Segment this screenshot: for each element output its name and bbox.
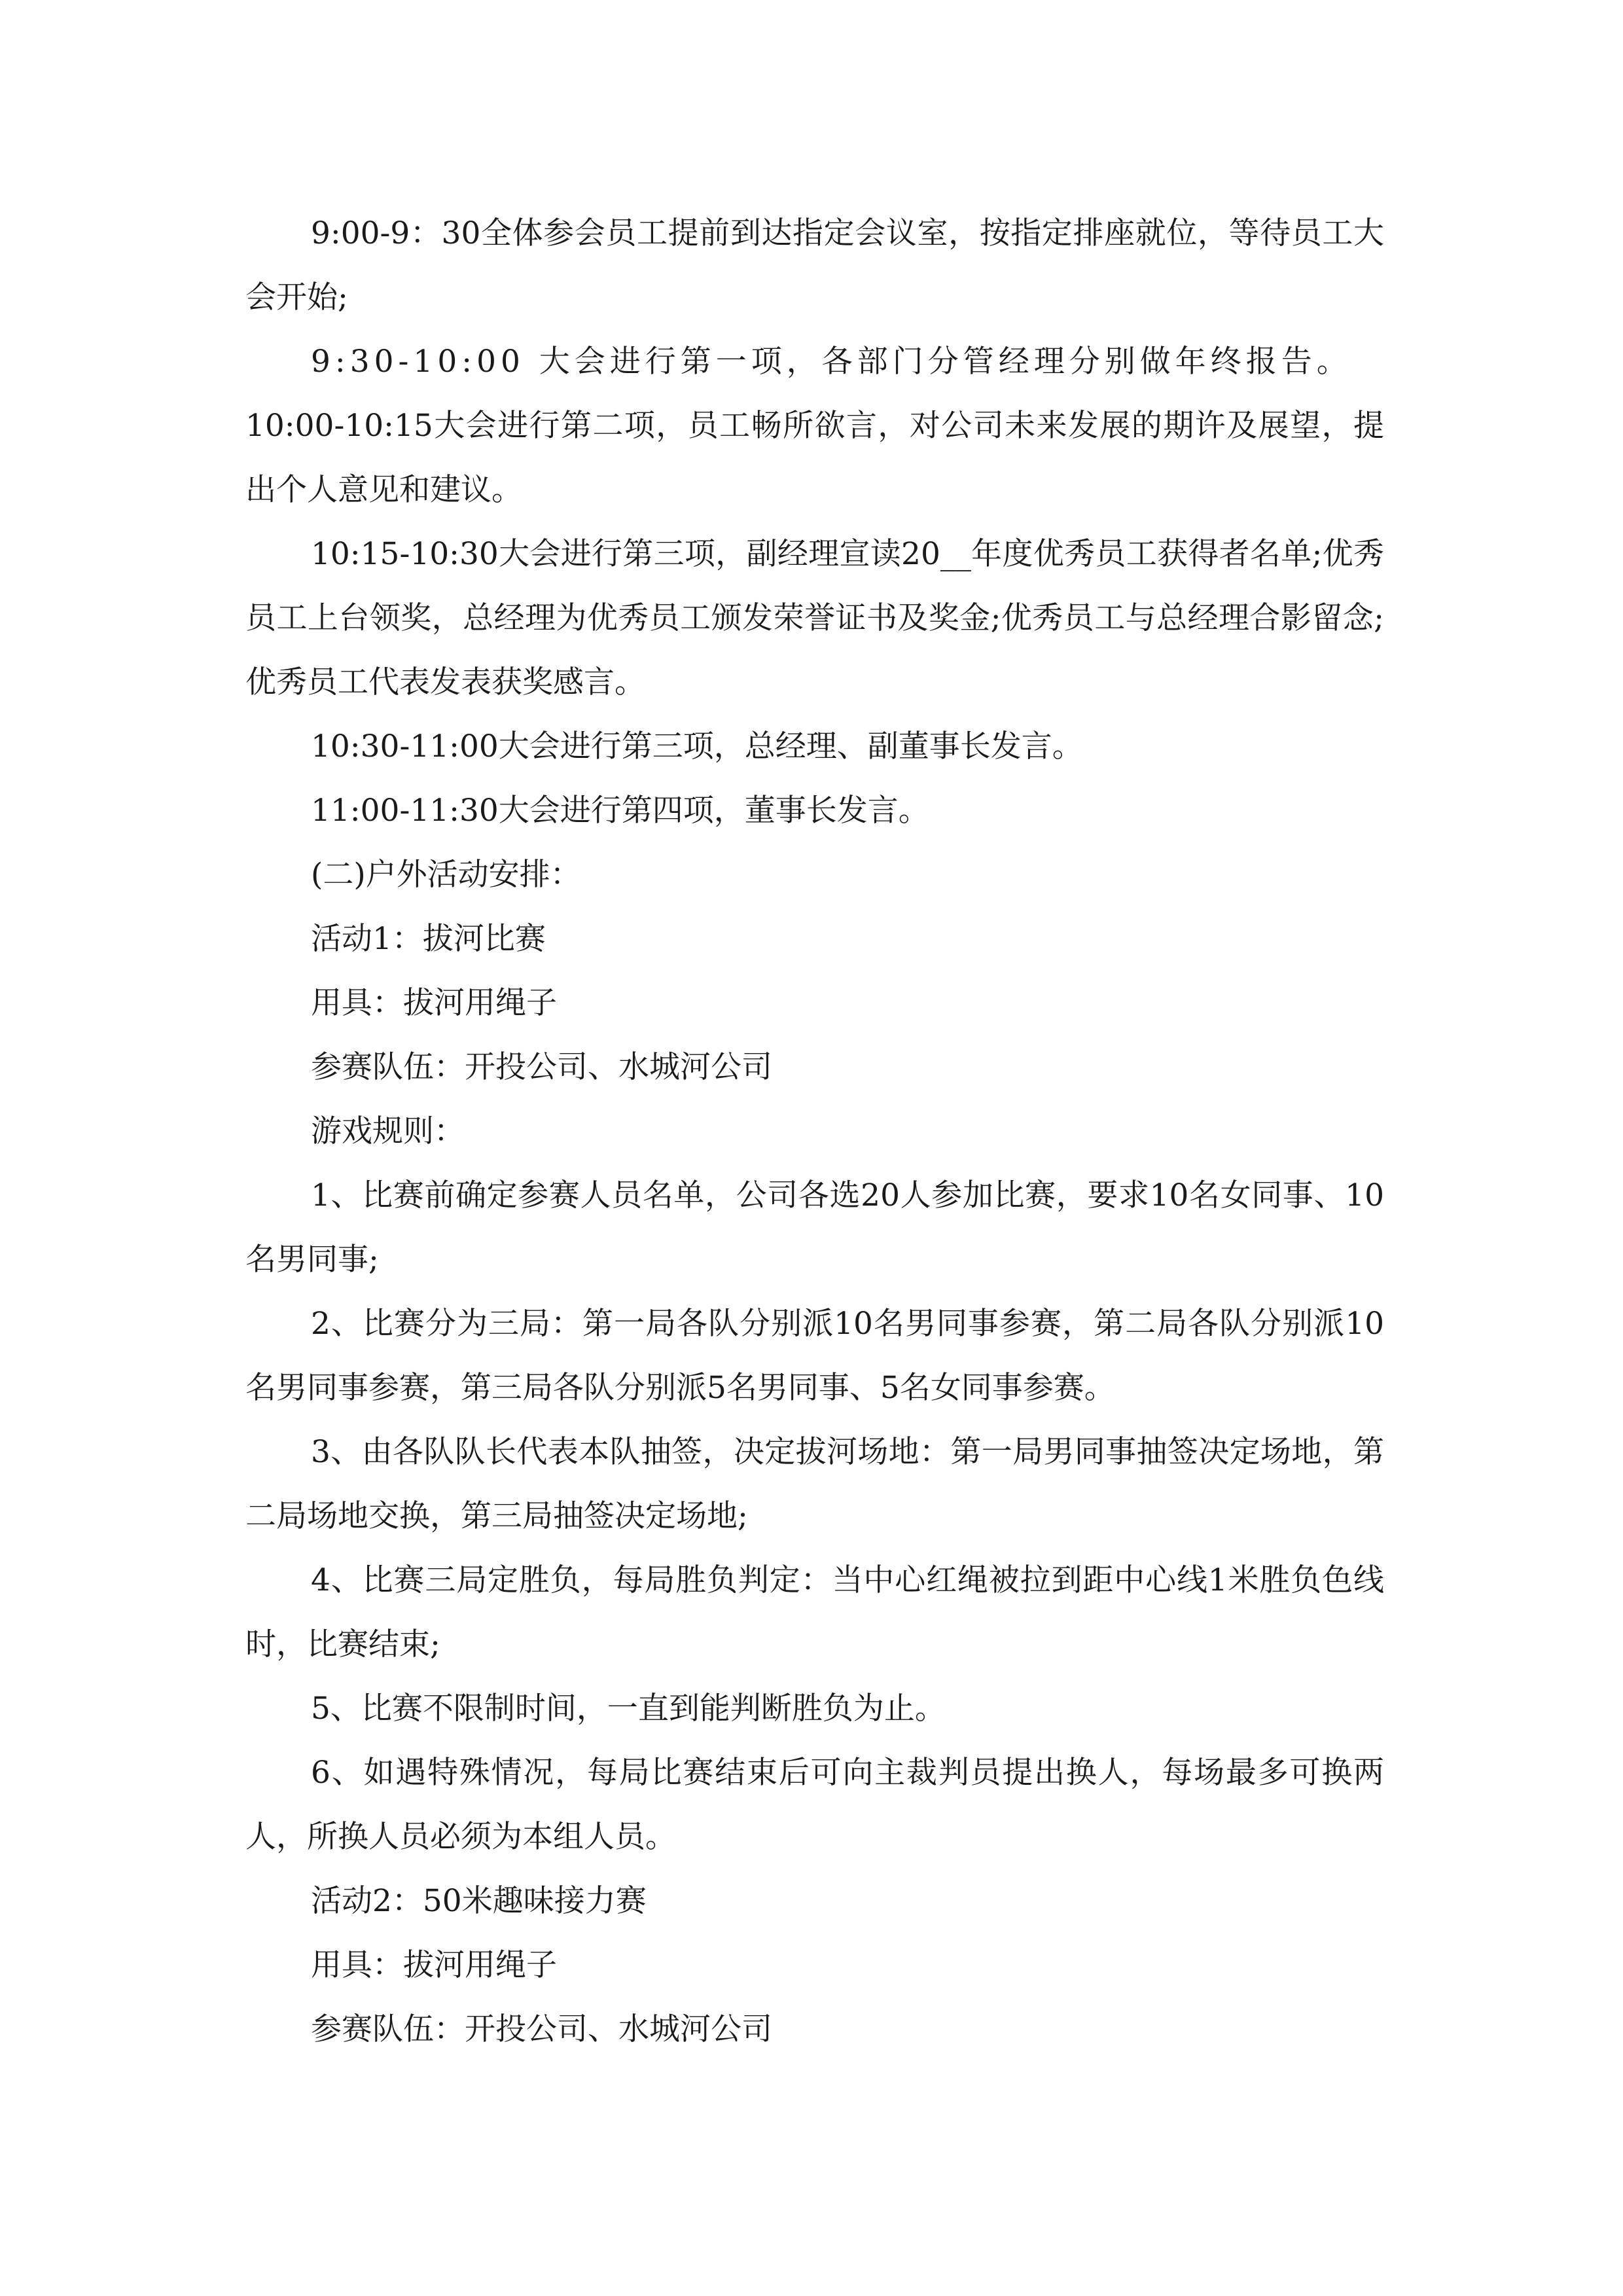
schedule-item-second: 10:00-10:15大会进行第二项，员工畅所欲言，对公司未来发展的期许及展望，提出个人意见和建议。 — [245, 408, 1384, 508]
activity-2-title: 活动2：50米趣味接力赛 — [311, 1883, 647, 1919]
activity-1-title: 活动1：拔河比赛 — [311, 921, 546, 957]
rule-4: 4、比赛三局定胜负，每局胜负判定：当中心红绳被拉到距中心线1米胜负色线时，比赛结束; — [245, 1562, 1384, 1662]
schedule-item-third-speech: 10:30-11:00大会进行第三项，总经理、副董事长发言。 — [311, 728, 1083, 764]
activity-1-equipment: 用具：拔河用绳子 — [311, 985, 557, 1021]
rule-1: 1、比赛前确定参赛人员名单，公司各选20人参加比赛，要求10名女同事、10名男同事; — [245, 1177, 1384, 1278]
rule-2: 2、比赛分为三局：第一局各队分别派10名男同事参赛，第二局各队分别派10名男同事参赛，第三局各队分别派5名男同事、5名女同事参赛。 — [245, 1306, 1384, 1406]
game-rules-heading: 游戏规则： — [311, 1113, 465, 1149]
schedule-item-arrival: 9:00-9：30全体参会员工提前到达指定会议室，按指定排座就位，等待员工大会开始; — [245, 215, 1384, 315]
rule-5: 5、比赛不限制时间，一直到能判断胜负为止。 — [311, 1691, 946, 1727]
schedule-item-third: 10:15-10:30大会进行第三项，副经理宣读20__年度优秀员工获得者名单;优秀员工上台领奖，总经理为优秀员工颁发荣誉证书及奖金;优秀员工与总经理合影留念;优秀员工代表发表获奖感言。 — [245, 536, 1384, 700]
rule-6: 6、如遇特殊情况，每局比赛结束后可向主裁判员提出换人，每场最多可换两人，所换人员必须为本组人员。 — [245, 1755, 1384, 1855]
schedule-item-fourth: 11:00-11:30大会进行第四项，董事长发言。 — [311, 793, 929, 829]
activity-2-equipment: 用具：拔河用绳子 — [311, 1947, 557, 1983]
schedule-item-first: 9:30-10:00 大会进行第一项，各部门分管经理分别做年终报告。 — [311, 344, 1352, 380]
rule-3: 3、由各队队长代表本队抽签，决定拔河场地：第一局男同事抽签决定场地，第二局场地交换，第三局抽签决定场地; — [245, 1434, 1384, 1534]
activity-2-teams: 参赛队伍：开投公司、水城河公司 — [311, 2011, 772, 2047]
section-heading-outdoor: (二)户外活动安排： — [311, 857, 581, 893]
activity-1-teams: 参赛队伍：开投公司、水城河公司 — [311, 1049, 772, 1085]
document-body — [245, 202, 1384, 2062]
